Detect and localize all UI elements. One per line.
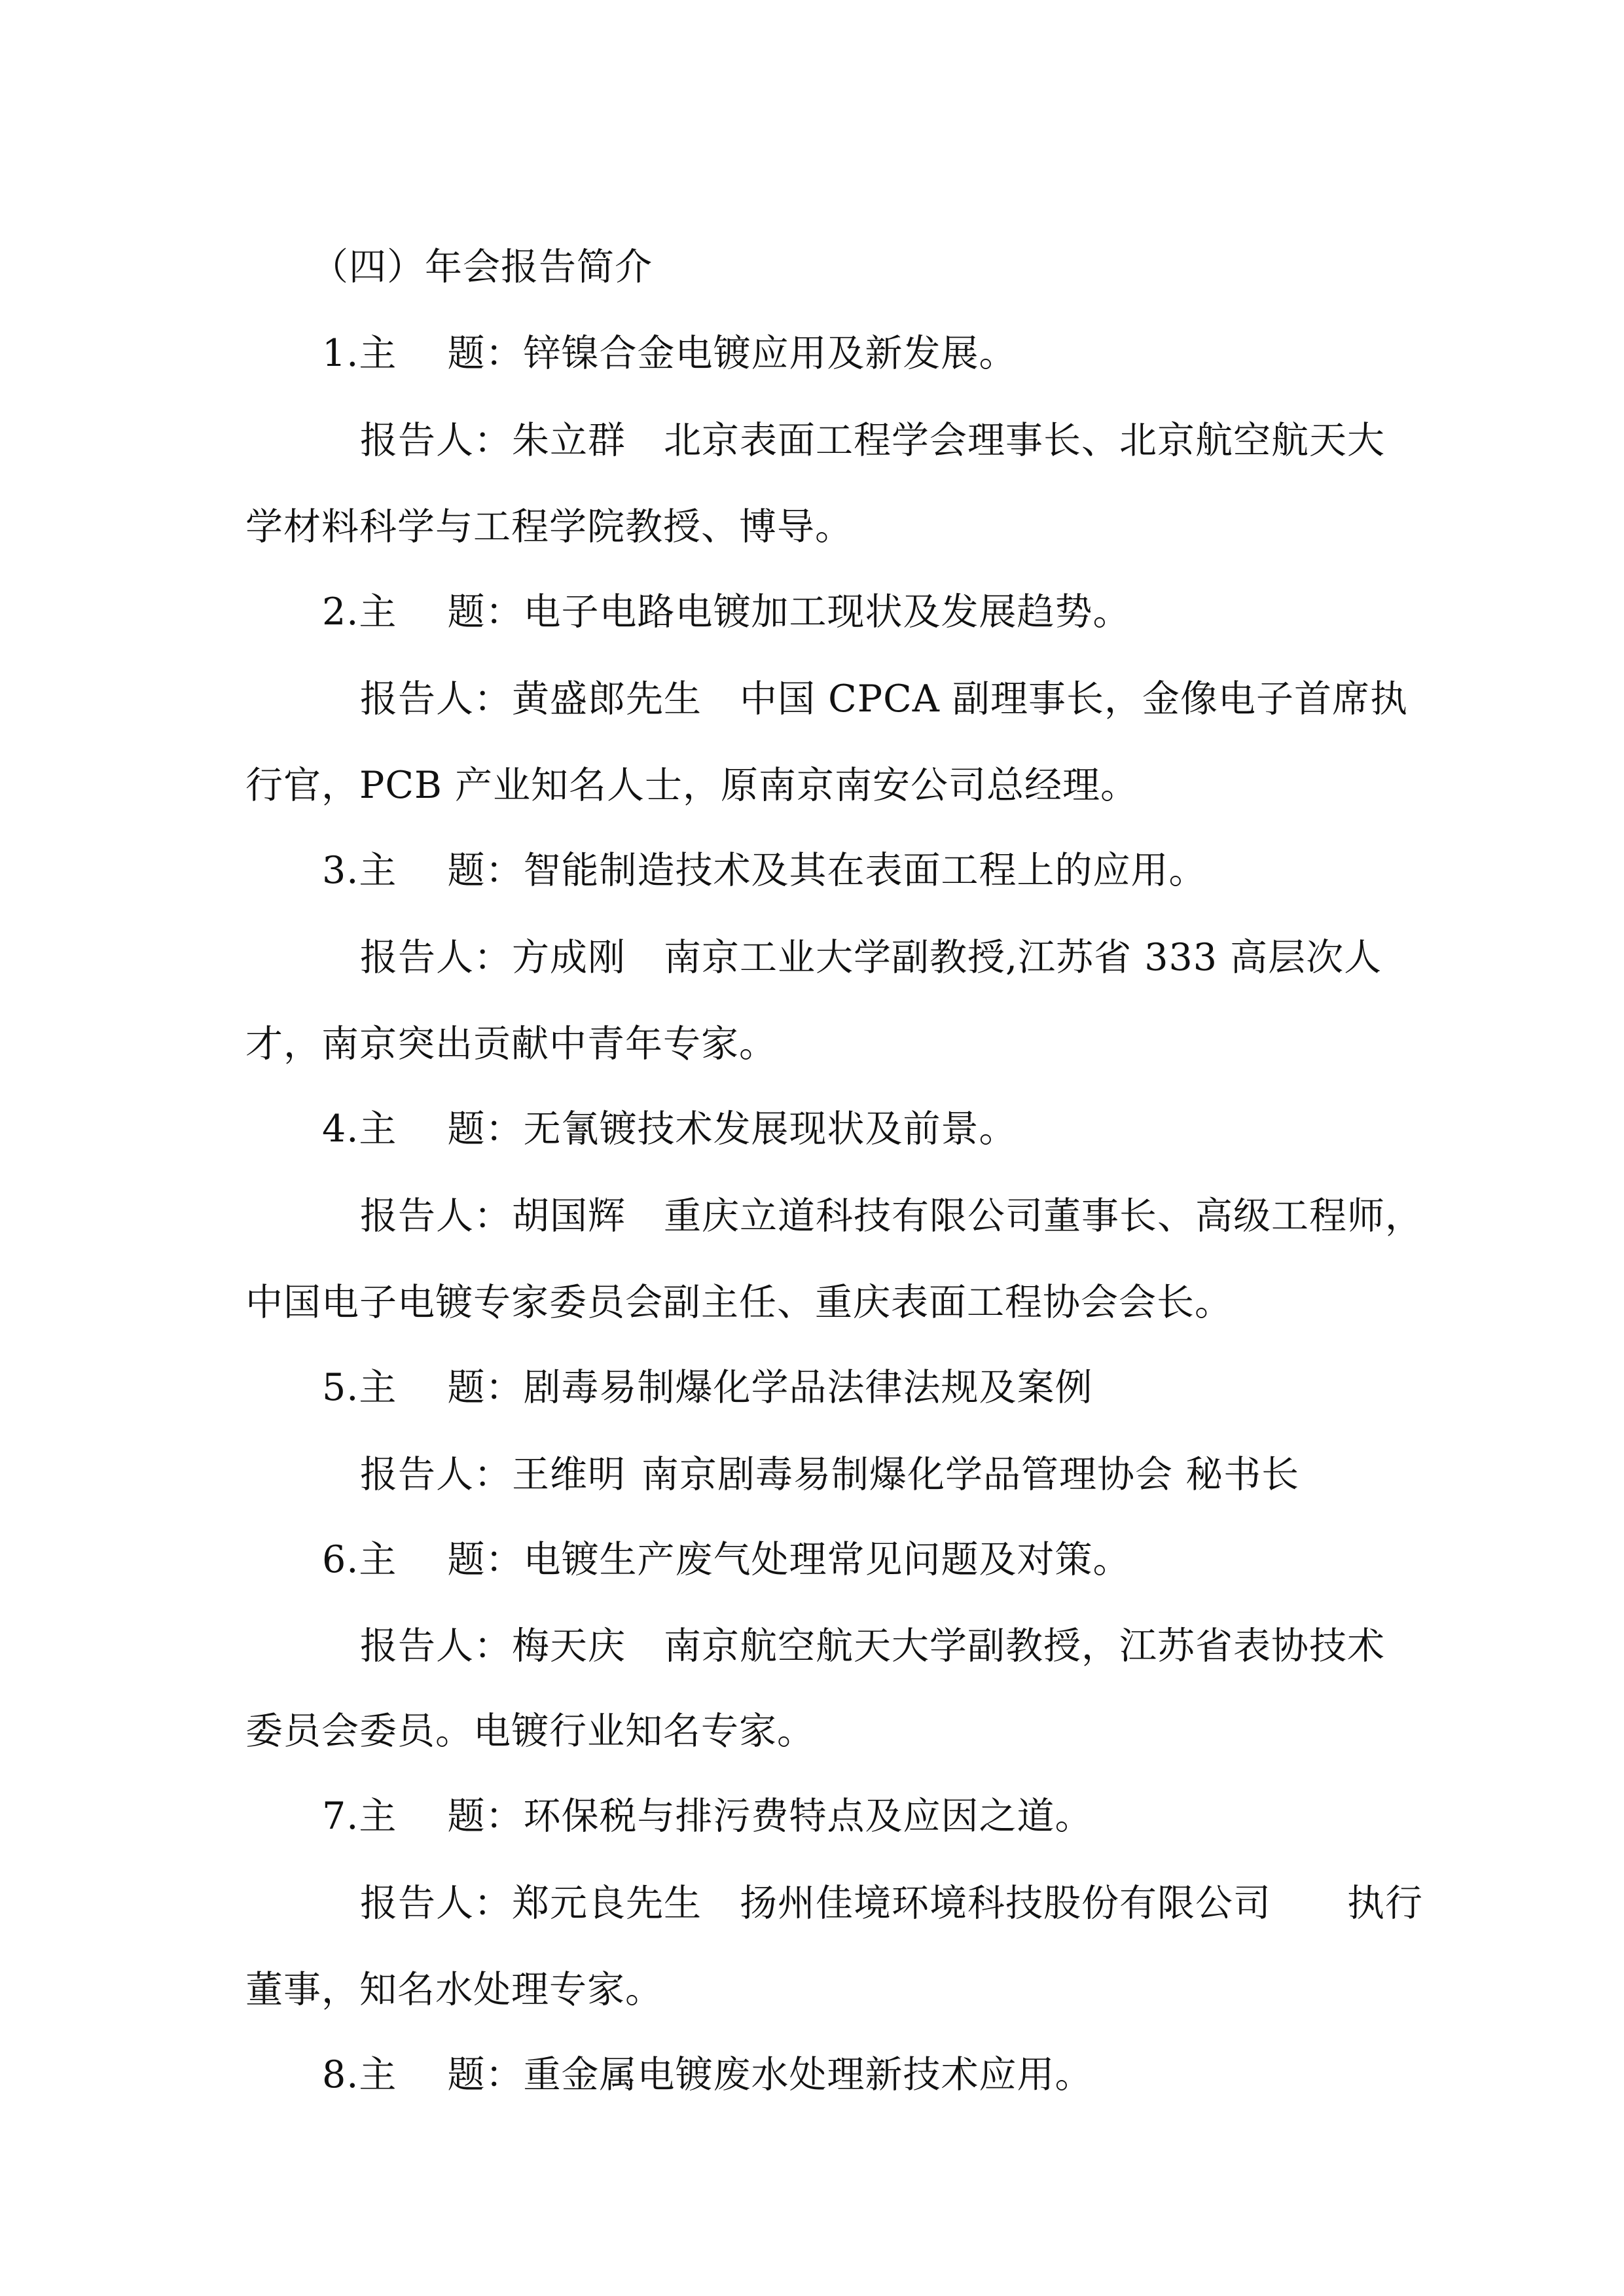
report-5-num: 5. bbox=[322, 1366, 359, 1409]
report-5-desc-1: 南京剧毒易制爆化学品管理协会 秘书长 bbox=[641, 1453, 1300, 1496]
report-2-desc-1: 中国 CPCA 副理事长，金像电子首席执 bbox=[740, 677, 1408, 721]
report-6-speaker-line bbox=[360, 1620, 1385, 1672]
report-3-speaker: 方成刚 bbox=[512, 936, 626, 979]
report-5-topic-label: 主 题： bbox=[359, 1366, 524, 1409]
report-2-speaker: 黄盛郎先生 bbox=[512, 677, 702, 721]
report-5-speaker-label: 报告人： bbox=[360, 1453, 512, 1496]
section-title: （四）年会报告简介 bbox=[311, 245, 653, 289]
report-1-topic: 锌镍合金电镀应用及新发展。 bbox=[523, 332, 1017, 375]
report-8-num: 8. bbox=[322, 2053, 359, 2096]
report-3-speaker-line bbox=[360, 931, 1382, 984]
report-8-topic-line bbox=[322, 2049, 1093, 2101]
report-2-topic: 电子电路电镀加工现状及发展趋势。 bbox=[523, 590, 1131, 634]
report-6-num: 6. bbox=[322, 1538, 359, 1581]
report-3-topic: 智能制造技术及其在表面工程上的应用。 bbox=[523, 849, 1207, 892]
report-7-desc-1: 扬州佳境环境科技股份有限公司 执行 bbox=[740, 1882, 1423, 1925]
report-4-speaker: 胡国辉 bbox=[512, 1194, 626, 1238]
report-3-desc-2: 才，南京突出贡献中青年专家。 bbox=[245, 1022, 777, 1066]
report-1-topic-line bbox=[322, 327, 1017, 380]
report-5-speaker-line bbox=[360, 1448, 1299, 1501]
report-7-topic-label: 主 题： bbox=[359, 1795, 524, 1838]
report-1-speaker: 朱立群 bbox=[512, 419, 626, 462]
report-1-speaker-label: 报告人： bbox=[360, 419, 512, 462]
report-7-speaker-label: 报告人： bbox=[360, 1882, 512, 1925]
report-7-speaker: 郑元良先生 bbox=[512, 1882, 702, 1925]
report-1-speaker-line bbox=[360, 414, 1385, 467]
report-1-num: 1. bbox=[322, 332, 359, 375]
report-1-topic-label: 主 题： bbox=[359, 332, 524, 375]
report-2-num: 2. bbox=[322, 590, 359, 634]
report-4-num: 4. bbox=[322, 1107, 359, 1151]
report-3-topic-label: 主 题： bbox=[359, 849, 524, 892]
report-3-topic-line bbox=[322, 844, 1207, 897]
report-4-speaker-label: 报告人： bbox=[360, 1194, 512, 1238]
report-4-desc-1: 重庆立道科技有限公司董事长、高级工程师， bbox=[664, 1194, 1423, 1238]
report-5-topic-line bbox=[322, 1361, 1093, 1414]
report-7-num: 7. bbox=[322, 1795, 359, 1838]
report-4-topic-line bbox=[322, 1103, 1017, 1155]
report-1-desc-1: 北京表面工程学会理事长、北京航空航天大 bbox=[664, 419, 1385, 462]
report-6-desc-2: 委员会委员。电镀行业知名专家。 bbox=[245, 1710, 815, 1753]
report-2-topic-label: 主 题： bbox=[359, 590, 524, 634]
report-7-speaker-line bbox=[360, 1877, 1423, 1929]
report-8-topic-label: 主 题： bbox=[359, 2053, 524, 2096]
report-6-desc-1: 南京航空航天大学副教授，江苏省表协技术 bbox=[664, 1624, 1385, 1668]
report-2-desc-2: 行官，PCB 产业知名人士，原南京南安公司总经理。 bbox=[245, 764, 1138, 807]
report-2-topic-line bbox=[322, 586, 1131, 638]
report-6-speaker-label: 报告人： bbox=[360, 1624, 512, 1668]
report-4-desc-2: 中国电子电镀专家委员会副主任、重庆表面工程协会会长。 bbox=[245, 1281, 1233, 1324]
report-7-desc-2: 董事，知名水处理专家。 bbox=[245, 1968, 663, 2011]
report-3-num: 3. bbox=[322, 849, 359, 892]
report-7-topic: 环保税与排污费特点及应因之道。 bbox=[523, 1795, 1093, 1838]
report-8-topic: 重金属电镀废水处理新技术应用。 bbox=[523, 2053, 1093, 2096]
report-6-topic-line bbox=[322, 1534, 1131, 1586]
report-6-speaker: 梅天庆 bbox=[512, 1624, 626, 1668]
report-6-topic: 电镀生产废气处理常见问题及对策。 bbox=[523, 1538, 1131, 1581]
report-2-speaker-line bbox=[360, 673, 1408, 725]
report-7-topic-line bbox=[322, 1790, 1093, 1842]
report-3-speaker-label: 报告人： bbox=[360, 936, 512, 979]
report-4-topic-label: 主 题： bbox=[359, 1107, 524, 1151]
report-4-speaker-line bbox=[360, 1190, 1423, 1242]
report-3-desc-1: 南京工业大学副教授,江苏省 333 高层次人 bbox=[664, 936, 1382, 979]
report-1-desc-2: 学材料科学与工程学院教授、博导。 bbox=[245, 505, 853, 548]
report-4-topic: 无氰镀技术发展现状及前景。 bbox=[523, 1107, 1017, 1151]
report-5-topic: 剧毒易制爆化学品法律法规及案例 bbox=[523, 1366, 1093, 1409]
report-2-speaker-label: 报告人： bbox=[360, 677, 512, 721]
report-6-topic-label: 主 题： bbox=[359, 1538, 524, 1581]
report-5-speaker: 王维明 bbox=[512, 1453, 626, 1496]
